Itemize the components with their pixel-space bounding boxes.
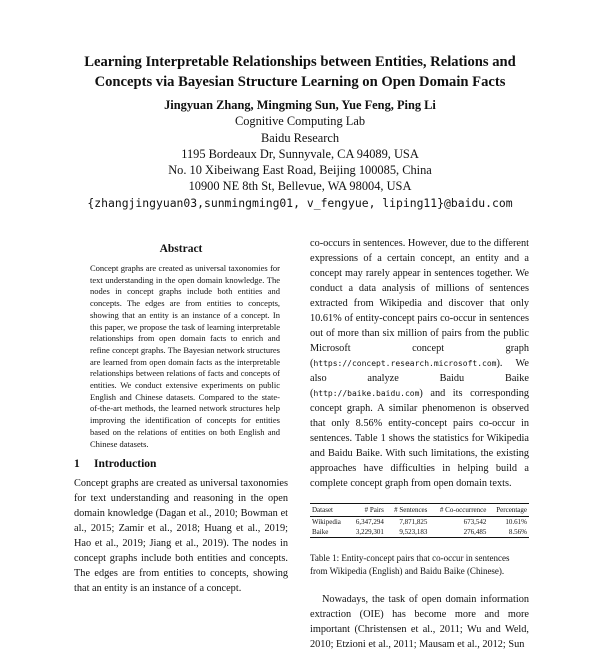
author-names: Jingyuan Zhang, Mingming Sun, Yue Feng, Ping Li <box>164 98 436 112</box>
title-line: Concepts via Bayesian Structure Learning on Open Domain Facts <box>94 74 506 90</box>
body-paragraph: Nowadays, the task of open domain information extraction (OIE) has become more and more important (Christensen et al., 2011; Wu and Weld, 2010; Etzioni et al., 2011; Mausam et al., 2012; Sun <box>310 594 529 650</box>
table-cell: 276,485 <box>429 527 488 538</box>
author-emails: {zhangjingyuan03,sunmingming01, v_fengyue, liping11}@baidu.com <box>87 195 513 210</box>
table-cell: 7,871,825 <box>399 518 428 526</box>
table-cell: 9,523,183 <box>386 527 430 538</box>
right-column <box>310 236 529 652</box>
table-header-cell: Percentage <box>488 504 529 517</box>
table-cell: 673,542 <box>463 518 487 526</box>
table-cell: 10.61% <box>505 518 527 526</box>
body-paragraph <box>310 236 529 491</box>
intro-paragraph: Concept graphs are created as universal taxonomies for text understanding and reasoning in the open domain knowledge (Dagan et al., 2010; Bowman et al., 2015; Zamir et al., 2018; Huang et al., 2019; Hao et al., 2019; Jiang et al., 2019). The nodes in concept graphs include both entities and concepts. The edges are from entities to concepts, showing that an entity is an instance of a concept. <box>74 478 288 595</box>
url-link: http://baike.baidu.com <box>313 389 420 398</box>
table-header-row <box>310 504 529 517</box>
title-line: Learning Interpretable Relationships between Entities, Relations and <box>84 54 516 70</box>
section-number: 1 <box>74 458 80 471</box>
table-cell: 8.56% <box>488 527 529 538</box>
left-column <box>74 236 288 596</box>
table-header-cell: Dataset <box>310 504 348 517</box>
statistics-table <box>310 503 529 538</box>
table-header-cell: # Sentences <box>386 504 430 517</box>
table-cell: 3,229,301 <box>348 527 385 538</box>
table-row <box>310 527 529 538</box>
author-block <box>0 97 600 211</box>
table-cell: 6,347,294 <box>355 518 384 526</box>
affiliation-line: 10900 NE 8th St, Bellevue, WA 98004, USA <box>188 179 412 194</box>
paragraph-text: ). We also analyze Baidu Baike ( <box>310 358 529 399</box>
abstract-text: Concept graphs are created as universal taxonomies for text understanding in the open domain knowledge. The nodes in concept graphs include both entities and concepts. The edges are from entities to concepts, showing that an entity is an instance of a concept. In this paper, we propose the task of learning interpretable relationships from open domain facts to enrich and refine concept graphs. The Bayesian network structures are learned from open domain facts as the interpretable relationships between relations of facts and concepts of entities. We conduct extensive experiments on public English and Chinese datasets. Compared to the state-of-the-art methods, the learned network structures help improving the identification of concepts for entities based on the relations of entities on both English and Chinese datasets. <box>90 263 280 449</box>
section-heading-introduction <box>74 458 288 470</box>
paragraph-text: ) and its corresponding concept graph. A similar phenomenon is observed that only 8.56% entity-concept pairs co-occur in sentences. Table 1 shows the statistics for Wikipedia and Baidu Baike. With such limitations, the existing approaches have difficulties in helping build a complete concept graph from open domain texts. <box>310 388 529 489</box>
affiliation-line: 1195 Bordeaux Dr, Sunnyvale, CA 94089, USA <box>181 146 419 161</box>
paragraph-text: co-occurs in sentences. However, due to the different expressions of a certain concept, an entity and a concept may rarely appear in sentences together. We conduct a data analysis of millions of sentences extracted from Wikipedia and discover that only 10.61% of entity-concept pairs co-occur in sentences out of more than six million of pairs from the public Microsoft concept graph ( <box>310 238 529 369</box>
table-cell: Wikipedia <box>312 518 341 526</box>
table-row <box>310 517 529 528</box>
affiliation-line: Cognitive Computing Lab <box>234 114 366 129</box>
table-cell: Baike <box>310 527 348 538</box>
table-header-cell: # Co-occurrence <box>429 504 488 517</box>
affiliation-line: No. 10 Xibeiwang East Road, Beijing 100085, China <box>168 163 432 178</box>
section-title: Introduction <box>94 458 157 471</box>
abstract-heading: Abstract <box>159 243 203 255</box>
url-link: https://concept.research.microsoft.com <box>313 359 497 368</box>
table-caption: Table 1: Entity-concept pairs that co-occur in sentences from Wikipedia (English) and Baidu Baike (Chinese). <box>310 553 510 576</box>
table-header-cell: # Pairs <box>348 504 385 517</box>
affiliation-line: Baidu Research <box>260 130 340 145</box>
paper-title <box>40 52 560 92</box>
